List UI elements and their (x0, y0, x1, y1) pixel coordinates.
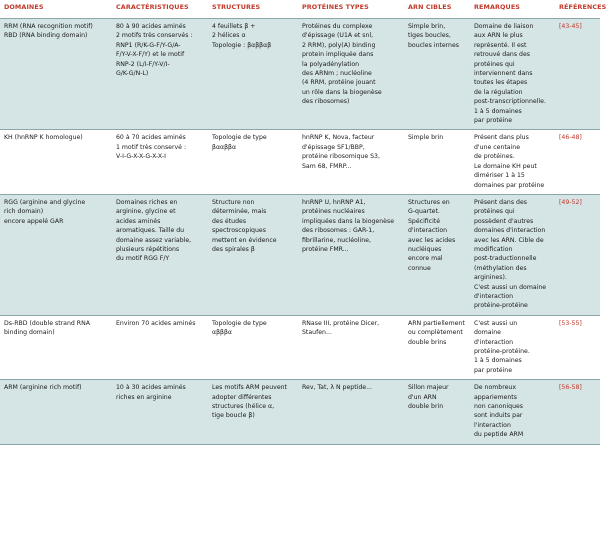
cell-arn (404, 194, 470, 315)
cell-line: rich domain) (4, 208, 44, 216)
cell-line: G/K-G/N-L) (116, 70, 149, 78)
cell-line: Topologie de type (212, 319, 267, 327)
cell-line: ou complètement (408, 329, 463, 337)
cell-structures (208, 19, 298, 130)
cell-line: Environ 70 acides aminés (116, 319, 196, 327)
cell-line: Ds-RBD (double strand RNA (4, 319, 90, 327)
cell-line: 10 à 30 acides aminés (116, 384, 186, 392)
cell-line: G-quartet. (408, 208, 440, 216)
cell-line: modification (474, 245, 513, 253)
cell-line: Domaine de liaison (474, 23, 534, 30)
cell-line: Domaines riches en (116, 198, 178, 206)
cell-line: toutes les étapes (474, 79, 528, 87)
cell-line: RRM (RNA recognition motif) (4, 23, 93, 30)
cell-remarques (470, 130, 555, 194)
cell-line: des ribosomes : GAR-1, (302, 227, 375, 235)
cell-domaine (0, 19, 112, 130)
cell-line: 80 à 90 acides aminés (116, 23, 186, 30)
cell-domaine (0, 315, 112, 379)
cell-line: encore appelé GAR (4, 217, 64, 225)
cell-line: spectroscopiques (212, 227, 266, 235)
cell-references (555, 194, 600, 315)
cell-arn (404, 19, 470, 130)
cell-line: la polyadénylation (302, 60, 360, 68)
cell-remarques (470, 194, 555, 315)
cell-line: du motif RGG F/Y (116, 255, 170, 263)
table-row (0, 194, 600, 315)
cell-line: Sillon majeur (408, 384, 449, 392)
table-row (0, 130, 600, 194)
cell-proteines (298, 194, 404, 315)
cell-line: d'interaction (474, 338, 514, 346)
cell-line: d'épissage (U1A et snl, (302, 32, 374, 40)
cell-line: Rev, Tat, λ N peptide... (302, 384, 372, 392)
cell-line: double brin (408, 403, 444, 411)
cell-line: 2 hélices α (212, 32, 246, 40)
cell-proteines (298, 315, 404, 379)
cell-line: protéine-protéine. (474, 348, 530, 355)
cell-structures (208, 380, 298, 444)
cell-line: C'est aussi un (474, 319, 518, 327)
cell-line: protéine-protéine (474, 302, 528, 310)
cell-line: protéines nucléaires (302, 208, 365, 216)
cell-line: de la régulation (474, 88, 523, 96)
cell-line: domaines d'interaction (474, 227, 546, 235)
cell-line: d'interaction (474, 292, 514, 300)
cell-line: impliquées dans la biogenèse (302, 217, 394, 225)
cell-line: (4 RRM, protéine jouant (302, 79, 376, 87)
cell-caracteristiques (112, 380, 208, 444)
cell-line: Staufen... (302, 329, 332, 337)
cell-line: 2 RRM), poly(A) binding (302, 41, 376, 49)
cell-line: 1 à 5 domaines (474, 357, 522, 365)
cell-references (555, 315, 600, 379)
cell-line: dimériser 1 à 15 (474, 172, 525, 180)
cell-remarques (470, 315, 555, 379)
cell-line: sont induits par (474, 412, 523, 420)
cell-line: Le domaine KH peut (474, 162, 537, 170)
cell-references (555, 130, 600, 194)
cell-caracteristiques (112, 19, 208, 130)
cell-line: riches en arginine (116, 393, 172, 401)
cell-caracteristiques (112, 130, 208, 194)
cell-line: d'interaction (408, 227, 448, 235)
cell-line: arginine, glycine et (116, 208, 176, 216)
cell-line: nucléiques (408, 245, 442, 253)
cell-line: des ribosomes) (302, 98, 350, 106)
cell-line: Protéines du complexe (302, 23, 373, 30)
cell-caracteristiques (112, 194, 208, 315)
cell-line: de protéines. (474, 153, 515, 161)
cell-line: ARM (arginine rich motif) (4, 384, 82, 392)
cell-structures (208, 194, 298, 315)
cell-line: acides aminés (116, 217, 161, 225)
cell-line: 1 motif très conservé : (116, 143, 187, 151)
cell-line: connue (408, 264, 431, 272)
cell-line: Simple brin (408, 134, 444, 142)
cell-remarques (470, 380, 555, 444)
cell-line: appariements (474, 393, 517, 401)
cell-line: avec les ARN. Cible de (474, 236, 544, 244)
cell-line: des études (212, 217, 247, 225)
cell-arn (404, 315, 470, 379)
table-row (0, 19, 600, 130)
cell-line: (méthylation des arginines). (474, 264, 527, 282)
cell-line: binding domain) (4, 329, 55, 337)
cell-line: du peptide ARM (474, 431, 524, 439)
cell-line: Simple brin, (408, 23, 446, 30)
header-structures: STRUCTURES (208, 0, 298, 19)
reference-link[interactable]: [56-58] (559, 384, 582, 392)
table-row (0, 315, 600, 379)
cell-line: Présent dans des (474, 198, 527, 206)
cell-line: Structure non (212, 198, 255, 206)
cell-line: 60 à 70 acides aminés (116, 134, 186, 142)
cell-line: 1 à 5 domaines (474, 107, 522, 115)
cell-line: aux ARN le plus (474, 32, 523, 40)
cell-line: tige boucle β) (212, 412, 255, 420)
header-row (0, 0, 600, 19)
cell-line: βααββα (212, 143, 237, 151)
cell-line: RGG (arginine and glycine (4, 198, 86, 206)
cell-proteines (298, 19, 404, 130)
reference-link[interactable]: [53-55] (559, 319, 582, 327)
cell-references (555, 380, 600, 444)
cell-line: domaine assez variable, (116, 236, 192, 244)
cell-arn (404, 380, 470, 444)
cell-line: des ARNm ; nucléoline (302, 70, 372, 78)
cell-arn (404, 130, 470, 194)
cell-line: αβββα (212, 329, 233, 337)
cell-line: Sam 68, FMRP... (302, 162, 352, 170)
cell-line: adopter différentes (212, 393, 272, 401)
cell-line: RNP1 (R/K-G-F/Y-G/A- (116, 41, 181, 49)
header-proteines: PROTÉINES TYPES (298, 0, 404, 19)
cell-line: boucles internes (408, 41, 460, 49)
cell-line: interviennent dans (474, 70, 533, 78)
cell-line: aromatiques. Taille du (116, 227, 185, 235)
header-domaines: DOMAINES (0, 0, 112, 19)
cell-line: protéines qui (474, 60, 515, 68)
cell-structures (208, 130, 298, 194)
cell-line: d'un ARN (408, 393, 437, 401)
cell-domaine (0, 130, 112, 194)
cell-line: post-transcriptionnelle. (474, 98, 546, 106)
cell-line: avec les acides (408, 236, 456, 244)
cell-line: F/Y-V-X-F/Y) et le motif (116, 51, 185, 59)
cell-proteines (298, 130, 404, 194)
cell-line: possèdent d'autres (474, 217, 534, 225)
cell-line: par protéine (474, 366, 513, 374)
cell-line: l'interaction (474, 421, 511, 429)
cell-line: par protéine (474, 117, 513, 125)
cell-line: Structures en (408, 198, 450, 206)
reference-link[interactable]: [46-48] (559, 134, 582, 142)
cell-line: 4 feuillets β + (212, 23, 256, 30)
cell-line: domaines par protéine (474, 181, 545, 189)
reference-link[interactable]: [49-52] (559, 198, 582, 206)
cell-structures (208, 315, 298, 379)
cell-proteines (298, 380, 404, 444)
cell-line: protéines qui (474, 208, 515, 216)
cell-line: ARN partiellement (408, 319, 465, 327)
cell-line: protéine ribosomique S3, (302, 153, 380, 161)
header-remarques: REMARQUES (470, 0, 555, 19)
cell-line: tiges boucles, (408, 32, 451, 40)
cell-line: encore mal (408, 255, 443, 263)
cell-line: retrouvé dans des (474, 51, 530, 59)
header-caracteristiques: CARACTÉRISTIQUES (112, 0, 208, 19)
cell-line: hnRNP K, Nova, facteur (302, 134, 375, 142)
cell-line: RBD (RNA binding domain) (4, 32, 88, 40)
cell-line: V-I-G-X-X-G-X-X-I (116, 153, 166, 161)
cell-remarques (470, 19, 555, 130)
cell-line: protein impliquée dans (302, 51, 374, 59)
cell-line: non canoniques (474, 403, 524, 411)
reference-link[interactable]: [43-45] (559, 23, 582, 30)
cell-line: post-traductionnelle (474, 255, 537, 263)
cell-line: 2 motifs très conservés : (116, 32, 193, 40)
cell-line: plusieurs répétitions (116, 245, 180, 253)
cell-line: hnRNP U, hnRNP A1, (302, 198, 366, 206)
table-row (0, 380, 600, 444)
cell-references (555, 19, 600, 130)
cell-line: Topologie : βαββαβ (212, 41, 272, 49)
cell-line: Les motifs ARM peuvent (212, 384, 287, 392)
cell-line: un rôle dans la biogenèse (302, 88, 382, 96)
cell-line: De nombreux (474, 384, 516, 392)
cell-line: double brins (408, 338, 447, 346)
cell-line: RNP-2 (L/I-F/Y-V/I- (116, 60, 170, 68)
cell-line: C'est aussi un domaine (474, 283, 547, 291)
cell-line: d'épissage SF1/BBP, (302, 143, 365, 151)
header-arn: ARN CIBLES (404, 0, 470, 19)
cell-caracteristiques (112, 315, 208, 379)
cell-line: fibrillarine, nucléoline, (302, 236, 371, 244)
cell-line: structures (hélice α, (212, 403, 275, 411)
cell-line: mettent en évidence (212, 236, 277, 244)
cell-line: KH (hnRNP K homologue) (4, 134, 83, 142)
cell-line: Présent dans plus (474, 134, 529, 142)
cell-line: protéine FMR... (302, 245, 349, 253)
cell-line: déterminée, mais (212, 208, 267, 216)
cell-line: Spécificité (408, 217, 441, 225)
cell-line: des spirales β (212, 245, 255, 253)
cell-domaine (0, 194, 112, 315)
cell-line: domaine (474, 329, 501, 337)
header-references: RÉFÉRENCES (555, 0, 600, 19)
cell-line: RNase III, protéine Dicer, (302, 319, 380, 327)
cell-line: d'une centaine (474, 143, 521, 151)
cell-line: représenté. Il est (474, 41, 527, 49)
cell-line: Topologie de type (212, 134, 267, 142)
cell-domaine (0, 380, 112, 444)
